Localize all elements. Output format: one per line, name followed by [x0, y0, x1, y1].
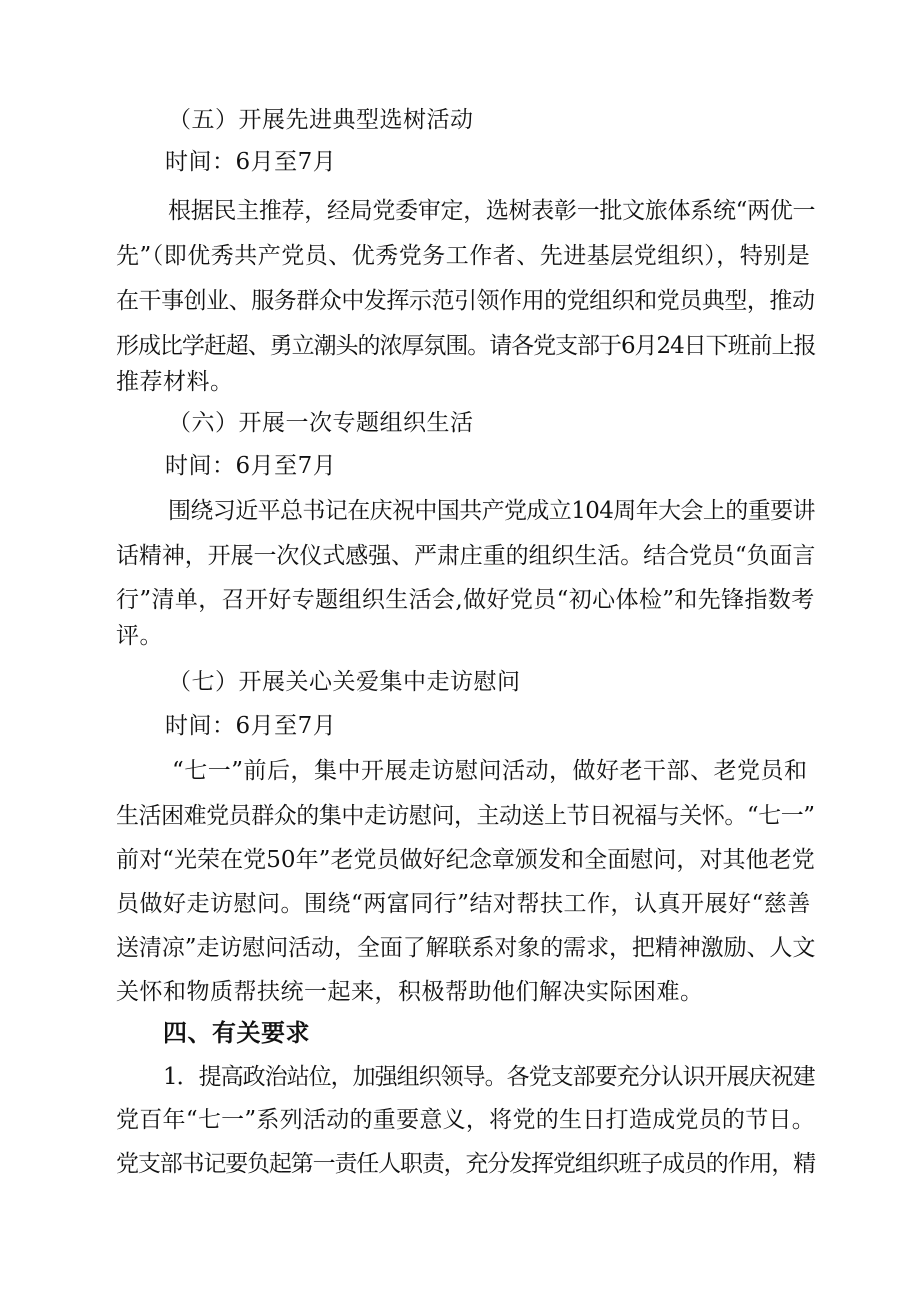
- section7-para-line: 关怀和物质帮扶统一起来，积极帮助他们解决实际困难。: [116, 979, 704, 1005]
- section7-para-line: 生活困难党员群众的集中走访慰问，主动送上节日祝福与关怀。“七一”: [116, 803, 815, 829]
- section6-para-line: 评。: [116, 623, 163, 649]
- section4-para-line: 党支部书记要负起第一责任人职责，充分发挥党组织班子成员的作用，精: [116, 1151, 815, 1177]
- section5-para-line: 形成比学赶超、勇立潮头的浓厚氛围。请各党支部于6月24日下班前上报: [116, 333, 816, 359]
- section4-heading: 四、有关要求: [163, 1019, 310, 1047]
- section7-time: 时间：6月至7月: [165, 713, 337, 739]
- section4-para-line: 党百年“七一”系列活动的重要意义，将党的生日打造成党员的节日。: [116, 1107, 816, 1133]
- section6-heading: （六）开展一次专题组织生活: [168, 410, 474, 436]
- section7-para-line: 前对“光荣在党50年”老党员做好纪念章颁发和全面慰问，对其他老党: [116, 847, 815, 873]
- section5-time: 时间：6月至7月: [165, 149, 337, 175]
- section7-para-line: “七一”前后，集中开展走访慰问活动，做好老干部、老党员和: [172, 758, 808, 784]
- section7-heading: （七）开展关心关爱集中走访慰问: [168, 669, 521, 695]
- section6-para-line: 行”清单，召开好专题组织生活会,做好党员“初心体检”和先锋指数考: [116, 587, 815, 613]
- section7-para-line: 送清凉”走访慰问活动，全面了解联系对象的需求，把精神激励、人文: [116, 935, 816, 961]
- section5-para-line: 推荐材料。: [116, 369, 234, 395]
- section5-heading: （五）开展先进典型选树活动: [168, 107, 474, 133]
- section5-para-line: 在干事创业、服务群众中发挥示范引领作用的党组织和党员典型，推动: [116, 288, 815, 314]
- section5-para-line: 先”（即优秀共产党员、优秀党务工作者、先进基层党组织），特别是: [116, 243, 811, 269]
- section4-para-line: 1．提高政治站位，加强组织领导。各党支部要充分认识开展庆祝建: [163, 1064, 815, 1090]
- section6-para-line: 围绕习近平总书记在庆祝中国共产党成立104周年大会上的重要讲: [168, 498, 815, 524]
- section6-para-line: 话精神，开展一次仪式感强、严肃庄重的组织生活。结合党员“负面言: [116, 543, 816, 569]
- section6-time: 时间：6月至7月: [165, 453, 337, 479]
- text-line: 根据民主推荐，经局党委审定，选树表彰一批文旅体系统“两优一: [168, 198, 816, 224]
- section7-para-line: 员做好走访慰问。围绕“两富同行”结对帮扶工作，认真开展好“慈善: [116, 891, 811, 917]
- section5-para-line: [168, 191, 815, 231]
